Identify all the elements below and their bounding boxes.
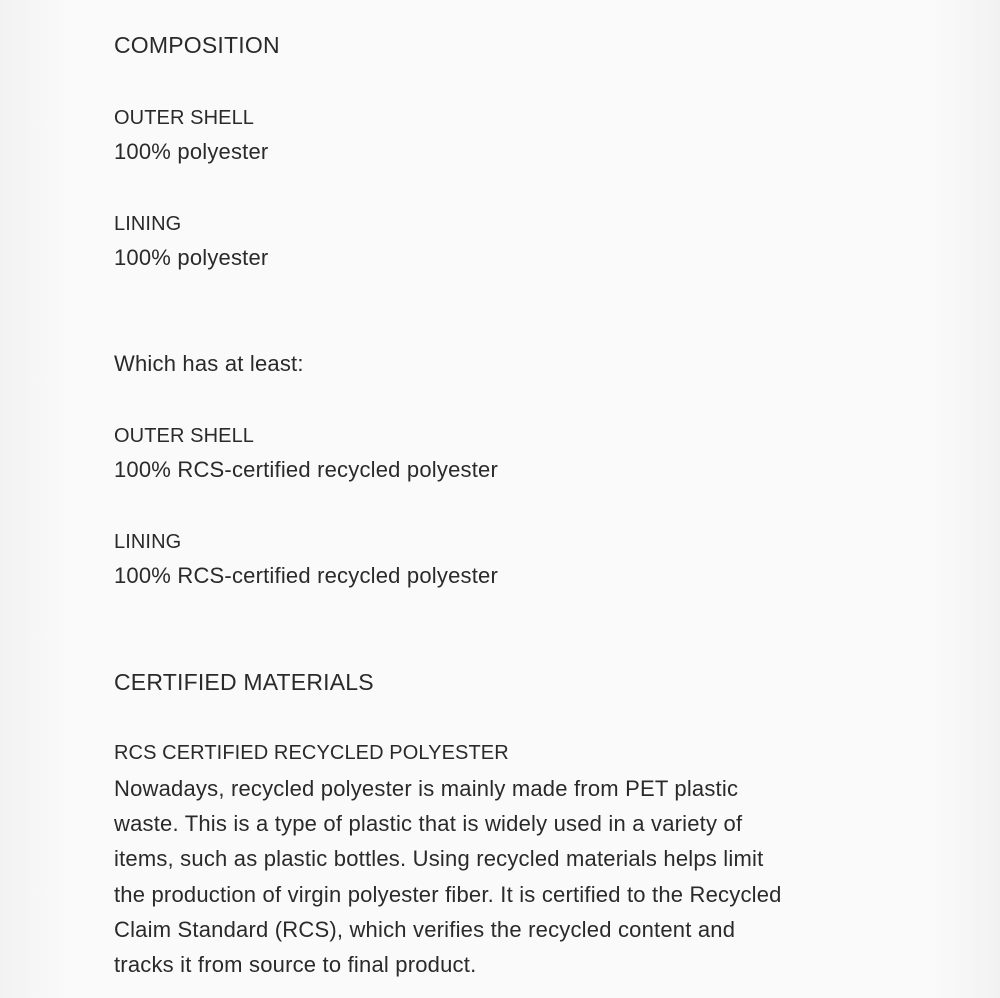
- minimum-intro: Which has at least:: [114, 351, 304, 376]
- lining-value: 100% polyester: [114, 245, 269, 270]
- composition-heading: COMPOSITION: [114, 32, 280, 58]
- description-line: waste. This is a type of plastic that is widely used in a variety of: [114, 811, 743, 837]
- description-line: items, such as plastic bottles. Using recycled materials helps limit: [114, 846, 764, 872]
- description-line: the production of virgin polyester fiber. It is certified to the Recycled: [114, 881, 782, 907]
- description-line: Claim Standard (RCS), which verifies the recycled content and: [114, 916, 736, 942]
- recycled-lining-value: 100% RCS-certified recycled polyester: [114, 563, 498, 588]
- recycled-outer-shell-value: 100% RCS-certified recycled polyester: [114, 457, 498, 482]
- certified-materials-heading: CERTIFIED MATERIALS: [114, 669, 374, 695]
- lining-label: LINING: [114, 213, 182, 235]
- outer-shell-label: OUTER SHELL: [114, 107, 255, 129]
- outer-shell-value: 100% polyester: [114, 139, 269, 164]
- rcs-material-title: RCS CERTIFIED RECYCLED POLYESTER: [114, 742, 509, 764]
- recycled-lining-label: LINING: [114, 531, 182, 553]
- description-line: tracks it from source to final product.: [114, 952, 477, 978]
- description-line: Nowadays, recycled polyester is mainly made from PET plastic: [114, 776, 739, 801]
- recycled-outer-shell-label: OUTER SHELL: [114, 425, 255, 447]
- rcs-description: [114, 771, 782, 982]
